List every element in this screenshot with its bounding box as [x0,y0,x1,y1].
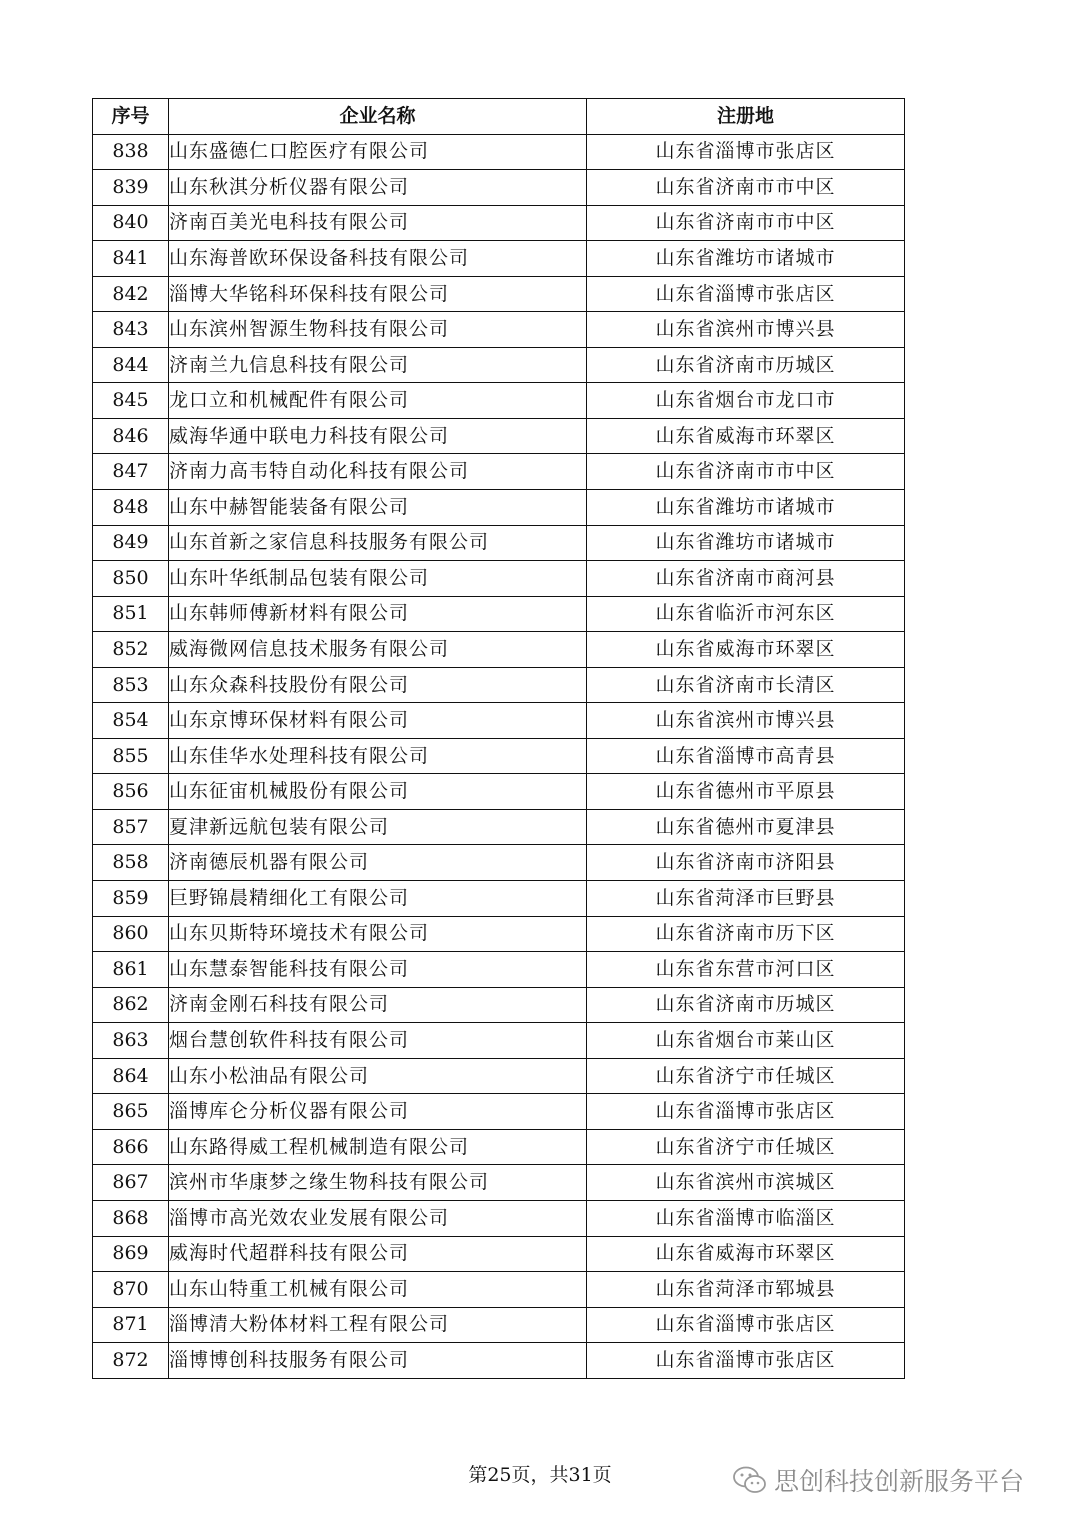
registered-location: 山东省滨州市博兴县 [587,703,905,739]
registered-location: 山东省淄博市张店区 [587,134,905,170]
company-name: 龙口立和机械配件有限公司 [169,383,587,419]
company-name: 山东慧泰智能科技有限公司 [169,952,587,988]
table-row [93,1094,905,1130]
row-index: 853 [93,667,169,703]
registered-location: 山东省济南市市中区 [587,454,905,490]
table-row [93,738,905,774]
registered-location: 山东省济南市历城区 [587,987,905,1023]
registered-location: 山东省潍坊市诸城市 [587,241,905,277]
registered-location: 山东省烟台市龙口市 [587,383,905,419]
registered-location: 山东省烟台市莱山区 [587,1023,905,1059]
row-index: 849 [93,525,169,561]
row-index: 858 [93,845,169,881]
registered-location: 山东省淄博市张店区 [587,1307,905,1343]
row-index: 871 [93,1307,169,1343]
company-name: 山东山特重工机械有限公司 [169,1272,587,1308]
row-index: 857 [93,809,169,845]
table-row [93,1236,905,1272]
row-index: 842 [93,276,169,312]
company-name: 山东京博环保材料有限公司 [169,703,587,739]
registered-location: 山东省济宁市任城区 [587,1129,905,1165]
row-index: 851 [93,596,169,632]
table-header-row [93,99,905,135]
table-row [93,1200,905,1236]
table-row [93,170,905,206]
table-row [93,1307,905,1343]
company-name: 山东小松油品有限公司 [169,1058,587,1094]
row-index: 838 [93,134,169,170]
table-row [93,845,905,881]
table-body [93,134,905,1378]
table-row [93,418,905,454]
table-row [93,703,905,739]
row-index: 866 [93,1129,169,1165]
table-row [93,667,905,703]
company-name: 山东首新之家信息科技服务有限公司 [169,525,587,561]
row-index: 868 [93,1200,169,1236]
company-name: 夏津新远航包装有限公司 [169,809,587,845]
company-name: 济南兰九信息科技有限公司 [169,347,587,383]
company-name: 济南百美光电科技有限公司 [169,205,587,241]
company-name: 山东众森科技股份有限公司 [169,667,587,703]
company-name: 山东路得威工程机械制造有限公司 [169,1129,587,1165]
row-index: 865 [93,1094,169,1130]
table-row [93,1343,905,1379]
registered-location: 山东省临沂市河东区 [587,596,905,632]
registered-location: 山东省淄博市临淄区 [587,1200,905,1236]
table-row [93,1129,905,1165]
company-name: 山东叶华纸制品包装有限公司 [169,561,587,597]
registered-location: 山东省菏泽市巨野县 [587,881,905,917]
company-name: 济南力高韦特自动化科技有限公司 [169,454,587,490]
row-index: 860 [93,916,169,952]
company-name: 威海时代超群科技有限公司 [169,1236,587,1272]
table-row [93,205,905,241]
company-name: 山东滨州智源生物科技有限公司 [169,312,587,348]
row-index: 850 [93,561,169,597]
registered-location: 山东省济南市长清区 [587,667,905,703]
company-name: 巨野锦晨精细化工有限公司 [169,881,587,917]
row-index: 845 [93,383,169,419]
company-name: 威海华通中联电力科技有限公司 [169,418,587,454]
row-index: 864 [93,1058,169,1094]
company-name: 山东盛德仁口腔医疗有限公司 [169,134,587,170]
company-name: 山东海普欧环保设备科技有限公司 [169,241,587,277]
table-row [93,312,905,348]
header-registered-location: 注册地 [587,99,905,135]
registered-location: 山东省济南市商河县 [587,561,905,597]
company-name: 山东韩师傅新材料有限公司 [169,596,587,632]
row-index: 848 [93,490,169,526]
row-index: 840 [93,205,169,241]
table-row [93,809,905,845]
registered-location: 山东省威海市环翠区 [587,632,905,668]
enterprise-table [92,98,905,1379]
table-row [93,881,905,917]
row-index: 869 [93,1236,169,1272]
row-index: 846 [93,418,169,454]
row-index: 841 [93,241,169,277]
table-row [93,952,905,988]
company-name: 济南金刚石科技有限公司 [169,987,587,1023]
row-index: 852 [93,632,169,668]
row-index: 867 [93,1165,169,1201]
table-row [93,1023,905,1059]
row-index: 861 [93,952,169,988]
table-row [93,596,905,632]
registered-location: 山东省淄博市张店区 [587,276,905,312]
registered-location: 山东省菏泽市郓城县 [587,1272,905,1308]
company-name: 滨州市华康梦之缘生物科技有限公司 [169,1165,587,1201]
table-row [93,987,905,1023]
company-name: 威海微网信息技术服务有限公司 [169,632,587,668]
table-row [93,347,905,383]
registered-location: 山东省滨州市滨城区 [587,1165,905,1201]
registered-location: 山东省济南市市中区 [587,205,905,241]
row-index: 854 [93,703,169,739]
row-index: 863 [93,1023,169,1059]
row-index: 856 [93,774,169,810]
table-row [93,1272,905,1308]
company-name: 山东中赫智能装备有限公司 [169,490,587,526]
row-index: 872 [93,1343,169,1379]
header-index: 序号 [93,99,169,135]
table-row [93,916,905,952]
table-row [93,490,905,526]
registered-location: 山东省滨州市博兴县 [587,312,905,348]
registered-location: 山东省淄博市张店区 [587,1343,905,1379]
company-name: 山东佳华水处理科技有限公司 [169,738,587,774]
row-index: 862 [93,987,169,1023]
company-name: 淄博库仑分析仪器有限公司 [169,1094,587,1130]
registered-location: 山东省东营市河口区 [587,952,905,988]
company-name: 山东秋淇分析仪器有限公司 [169,170,587,206]
table-row [93,383,905,419]
table-row [93,134,905,170]
table-row [93,276,905,312]
table-row [93,561,905,597]
row-index: 844 [93,347,169,383]
table-row [93,525,905,561]
row-index: 847 [93,454,169,490]
table-row [93,454,905,490]
registered-location: 山东省济南市市中区 [587,170,905,206]
registered-location: 山东省淄博市张店区 [587,1094,905,1130]
company-name: 淄博博创科技服务有限公司 [169,1343,587,1379]
table-row [93,632,905,668]
registered-location: 山东省威海市环翠区 [587,1236,905,1272]
registered-location: 山东省淄博市高青县 [587,738,905,774]
registered-location: 山东省潍坊市诸城市 [587,490,905,526]
watermark [732,1462,1024,1498]
row-index: 870 [93,1272,169,1308]
registered-location: 山东省济宁市任城区 [587,1058,905,1094]
table-row [93,241,905,277]
company-name: 济南德辰机器有限公司 [169,845,587,881]
table-row [93,1165,905,1201]
registered-location: 山东省济南市历城区 [587,347,905,383]
table-row [93,774,905,810]
row-index: 843 [93,312,169,348]
company-name: 淄博市高光效农业发展有限公司 [169,1200,587,1236]
registered-location: 山东省济南市历下区 [587,916,905,952]
registered-location: 山东省德州市平原县 [587,774,905,810]
registered-location: 山东省德州市夏津县 [587,809,905,845]
row-index: 855 [93,738,169,774]
row-index: 859 [93,881,169,917]
wechat-icon [732,1465,768,1495]
company-name: 烟台慧创软件科技有限公司 [169,1023,587,1059]
company-name: 山东征宙机械股份有限公司 [169,774,587,810]
header-company-name: 企业名称 [169,99,587,135]
row-index: 839 [93,170,169,206]
page-number: 第25页，共31页 [468,1464,612,1486]
table-row [93,1058,905,1094]
company-name: 淄博大华铭科环保科技有限公司 [169,276,587,312]
company-name: 淄博清大粉体材料工程有限公司 [169,1307,587,1343]
watermark-text: 思创科技创新服务平台 [774,1467,1025,1496]
registered-location: 山东省威海市环翠区 [587,418,905,454]
company-name: 山东贝斯特环境技术有限公司 [169,916,587,952]
registered-location: 山东省济南市济阳县 [587,845,905,881]
registered-location: 山东省潍坊市诸城市 [587,525,905,561]
